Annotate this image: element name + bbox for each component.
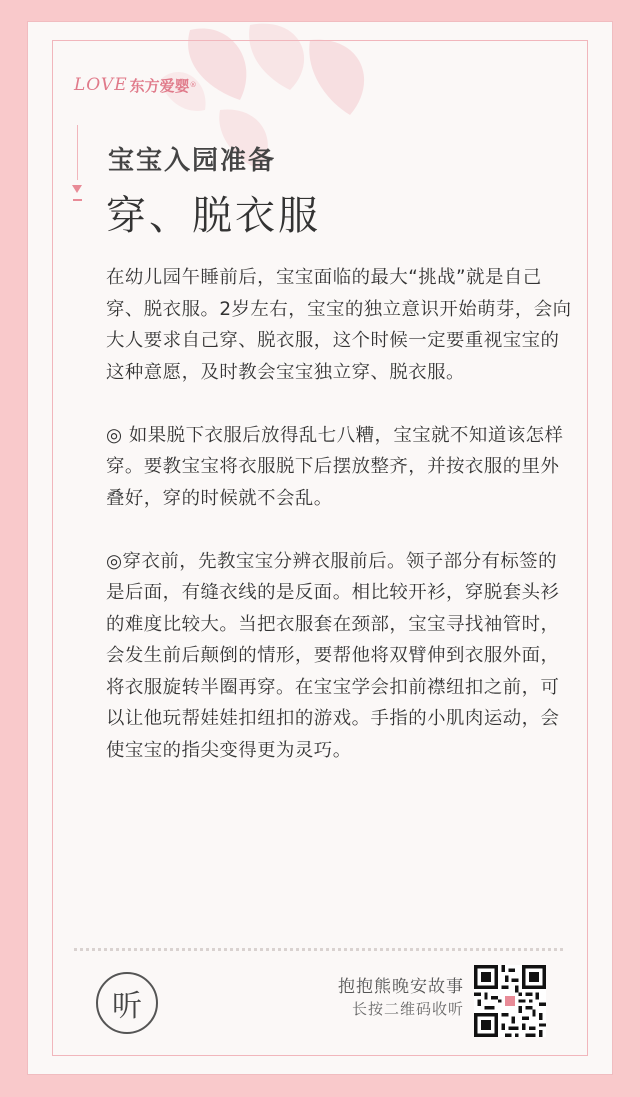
article-paragraph: 在幼儿园午睡前后，宝宝面临的最大“挑战”就是自己穿、脱衣服。2岁左右，宝宝的独立意识开始萌芽，会向大人要求自己穿、脱衣服，这个时候一定要重视宝宝的这种意愿，及时教会宝宝独立穿、脱衣服。 bbox=[106, 267, 572, 383]
article-paragraph: ◎穿衣前，先教宝宝分辨衣服前后。领子部分有标签的是后面，有缝衣线的是反面。相比较开衫，穿脱套头衫的难度比较大。当把衣服套在颈部，宝宝寻找袖管时，会发生前后颠倒的情形，要帮他将双臂伸到衣服外面，将衣服旋转半圈再穿。在宝宝学会扣前襟纽扣之前，可以让他玩帮娃娃扣纽扣的游戏。手指的小肌肉运动，会使宝宝的指尖变得更为灵巧。 bbox=[106, 550, 560, 761]
listen-button[interactable]: 听 bbox=[96, 972, 158, 1034]
logo-love-text: LOVE bbox=[74, 75, 128, 95]
story-subtitle: 长按二维码收听 bbox=[351, 1000, 464, 1018]
logo-brand-name: 东方爱婴 bbox=[129, 76, 190, 95]
qr-code-icon[interactable] bbox=[474, 965, 546, 1037]
page-title: 穿、脱衣服 bbox=[106, 193, 321, 239]
dotted-divider bbox=[74, 948, 566, 951]
dash-icon bbox=[73, 199, 82, 201]
article-paragraph: ◎ 如果脱下衣服后放得乱七八糟，宝宝就不知道该怎样穿。要教宝宝将衣服脱下后摆放整齐，并按衣服的里外叠好，穿的时候就不会乱。 bbox=[106, 424, 564, 509]
brand-logo bbox=[74, 70, 197, 100]
page-subtitle: 宝宝入园准备 bbox=[108, 146, 277, 176]
story-title: 抱抱熊晚安故事 bbox=[338, 977, 464, 997]
triangle-icon bbox=[72, 185, 82, 193]
article-body bbox=[106, 262, 572, 798]
side-decoration bbox=[70, 125, 86, 215]
side-line bbox=[77, 125, 78, 180]
registered-mark: ® bbox=[189, 81, 197, 89]
